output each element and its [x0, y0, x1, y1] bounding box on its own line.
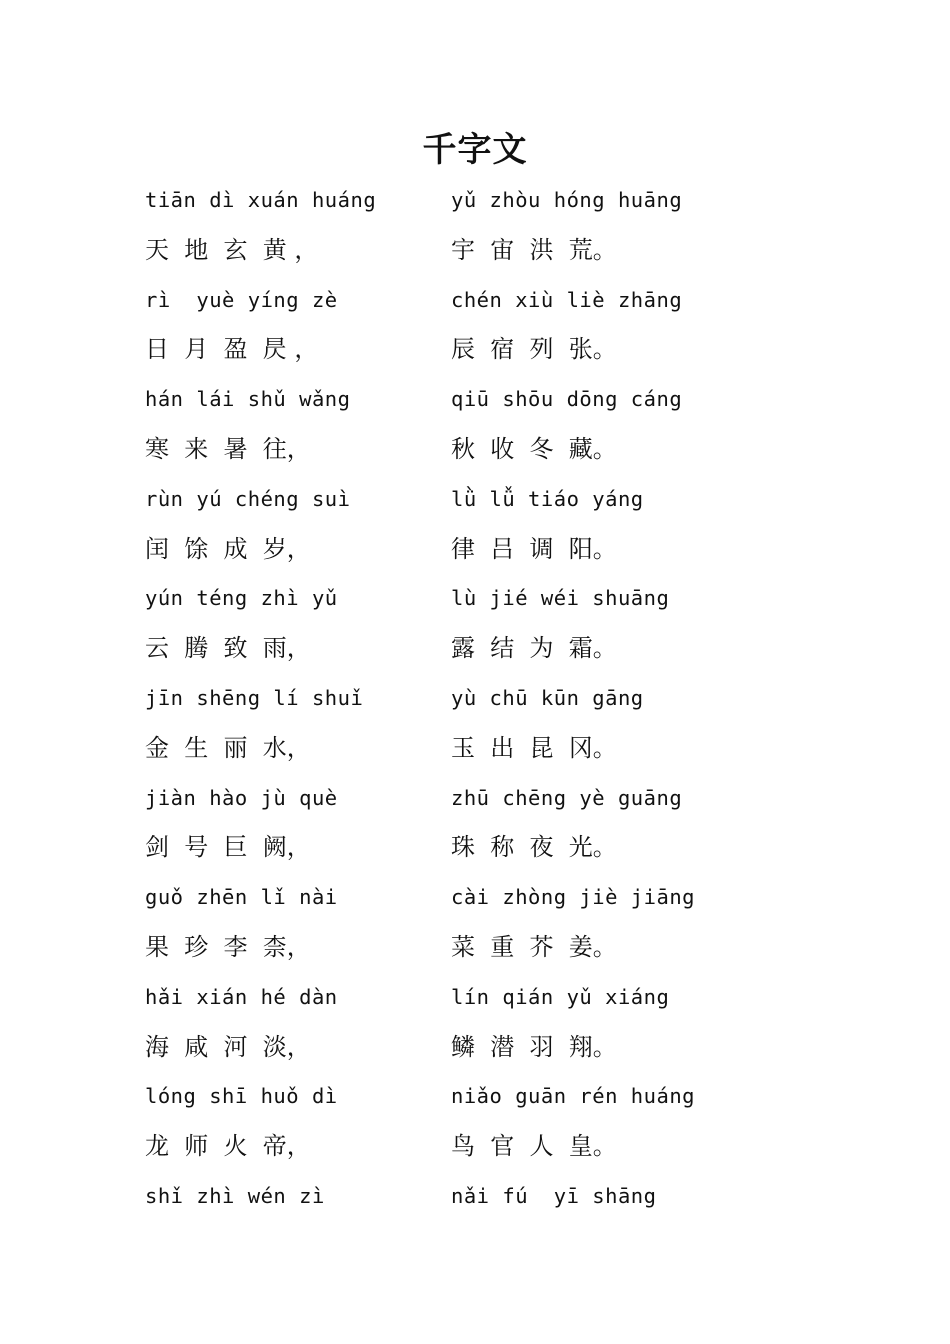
- characters-right: 鸟 官 人 皇。: [451, 1132, 617, 1161]
- pinyin-right: niǎo guān rén huáng: [451, 1084, 695, 1109]
- character-line: [0, 1027, 950, 1077]
- characters-left: 天 地 玄 黄 ，: [145, 235, 319, 264]
- character-line: [0, 1126, 950, 1176]
- pinyin-left: lóng shī huǒ dì: [145, 1084, 338, 1109]
- characters-left: 闰 馀 成 岁，: [145, 534, 311, 563]
- pinyin-left: rì yuè yíng zè: [145, 287, 338, 312]
- pinyin-right: yǔ zhòu hóng huāng: [451, 188, 683, 212]
- pinyin-left: rùn yú chéng suì: [145, 486, 351, 511]
- pinyin-right: chén xiù liè zhāng: [451, 287, 683, 312]
- pinyin-right: yù chū kūn gāng: [451, 685, 644, 710]
- pinyin-left: guǒ zhēn lǐ nài: [145, 885, 338, 910]
- characters-right: 秋 收 冬 藏。: [451, 434, 617, 463]
- pinyin-right: qiū shōu dōng cáng: [451, 387, 683, 412]
- pinyin-right: zhū chēng yè guāng: [451, 785, 683, 810]
- characters-right: 辰 宿 列 张。: [451, 335, 617, 364]
- text-rows: [0, 180, 950, 1226]
- pinyin-line: [0, 1176, 950, 1226]
- characters-right: 珠 称 夜 光。: [451, 833, 617, 862]
- pinyin-left: jiàn hào jù què: [145, 785, 338, 810]
- pinyin-line: [0, 280, 950, 330]
- page-title: 千字文: [422, 130, 528, 170]
- characters-left: 海 咸 河 淡，: [145, 1032, 311, 1061]
- characters-right: 玉 出 昆 冈。: [451, 733, 617, 762]
- character-line: [0, 230, 950, 280]
- characters-right: 宇 宙 洪 荒。: [451, 235, 617, 264]
- characters-right: 鳞 潜 羽 翔。: [451, 1032, 617, 1061]
- characters-left: 寒 来 暑 往，: [145, 434, 311, 463]
- pinyin-left: hǎi xián hé dàn: [145, 984, 338, 1009]
- characters-left: 金 生 丽 水，: [145, 733, 311, 762]
- pinyin-line: [0, 1076, 950, 1126]
- character-line: [0, 927, 950, 977]
- pinyin-left: yún téng zhì yǔ: [145, 586, 338, 611]
- character-line: [0, 529, 950, 579]
- character-line: [0, 429, 950, 479]
- characters-right: 律 吕 调 阳。: [451, 534, 617, 563]
- pinyin-line: [0, 977, 950, 1027]
- character-line: [0, 827, 950, 877]
- pinyin-line: [0, 479, 950, 529]
- pinyin-right: lín qián yǔ xiáng: [451, 984, 670, 1009]
- pinyin-line: [0, 778, 950, 828]
- pinyin-line: [0, 578, 950, 628]
- pinyin-line: [0, 379, 950, 429]
- characters-left: 剑 号 巨 阙，: [145, 833, 311, 862]
- pinyin-right: cài zhòng jiè jiāng: [451, 885, 695, 910]
- pinyin-line: [0, 678, 950, 728]
- pinyin-line: [0, 877, 950, 927]
- character-line: [0, 628, 950, 678]
- characters-right: 露 结 为 霜。: [451, 634, 617, 663]
- characters-left: 云 腾 致 雨，: [145, 634, 311, 663]
- characters-left: 龙 师 火 帝，: [145, 1132, 311, 1161]
- pinyin-left: hán lái shǔ wǎng: [145, 387, 351, 412]
- character-line: [0, 728, 950, 778]
- characters-left: 日 月 盈 昃 ，: [145, 335, 319, 364]
- characters-left: 果 珍 李 柰，: [145, 932, 311, 961]
- pinyin-left: shǐ zhì wén zì: [145, 1183, 325, 1208]
- character-line: [0, 329, 950, 379]
- pinyin-left: jīn shēng lí shuǐ: [145, 685, 364, 710]
- pinyin-right: lǜ lǚ tiáo yáng: [451, 486, 644, 511]
- pinyin-right: lù jié wéi shuāng: [451, 586, 670, 611]
- pinyin-right: nǎi fú yī shāng: [451, 1183, 657, 1208]
- pinyin-line: [0, 180, 950, 230]
- characters-right: 菜 重 芥 姜。: [451, 932, 617, 961]
- pinyin-left: tiān dì xuán huáng: [145, 188, 377, 212]
